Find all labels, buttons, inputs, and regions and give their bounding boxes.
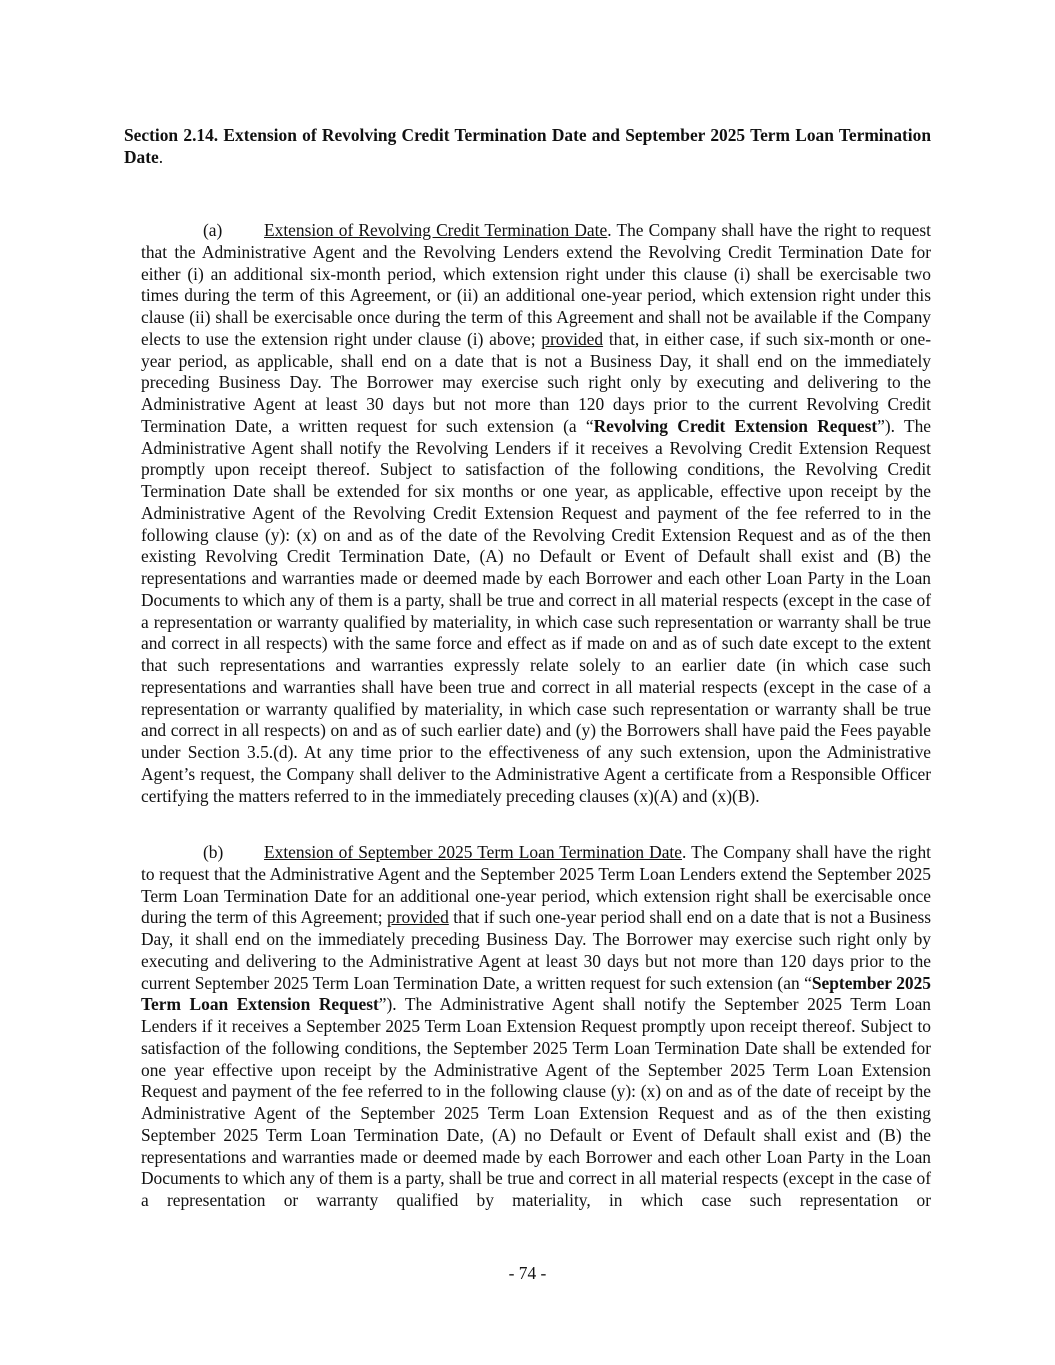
clause-a-provided: provided [541, 328, 604, 349]
clause-b-text-3: ”). The Administrative Agent shall notify the September 2025 Term Loan Lenders if it receives a September 2025 Term Loan Extension Request promptly upon receipt thereof. Subject to satisfaction of the following conditions, the September 2025 Term Loan Termination Date shall be extended for one year effective upon receipt by the Administrative Agent of the September 2025 Term Loan Extension Request and payment of the fee referred to in the following clause (y): (x) on and as of the date of receipt by the Administrative Agent of the September 2025 Term Loan Extension Request and as of the then existing September 2025 Term Loan Termination Date, (A) no Default or Event of Default shall exist and (B) the representations and warranties made or deemed made by each Borrower and each other Loan Party in the Loan Documents to which any of them is a party, shall be true and correct in all material respects (except in the case of a representation or warranty qualified by materiality, in which case such representation or [141, 994, 931, 1210]
clause-b-heading: Extension of September 2025 Term Loan Termination Date [264, 842, 682, 862]
page-number: - 74 - [508, 1263, 547, 1283]
clause-b-paragraph [141, 842, 931, 1212]
clause-b-provided: provided [387, 907, 449, 928]
clause-a-heading: Extension of Revolving Credit Termination Date [264, 220, 608, 240]
clause-a-text-1: . The Company shall have the right to request that the Administrative Agent and the Revolving Lenders extend the Revolving Credit Termination Date for either (i) an additional six-month period, which extension right under this clause (i) shall be exercisable two times during the term of this Agreement, or (ii) an additional one-year period, which extension right under this clause (ii) shall be exercisable once during the term of this Agreement and shall not be available if the Company elects to use the extension right under clause (i) above; [141, 220, 931, 349]
clause-a-paragraph [141, 220, 931, 807]
clause-b-text-1: . The Company shall have the right to request that the Administrative Agent and the September 2025 Term Loan Lenders extend the September 2025 Term Loan Termination Date for an additional one-year period, which extension right shall be exercisable once during the term of this Agreement; [141, 842, 931, 928]
section-title-period: . [158, 147, 164, 167]
section-heading [124, 124, 931, 168]
clause-b-text-2: that if such one-year period shall end on a date that is not a Business Day, it shall end on the immediately preceding Business Day. The Borrower may exercise such right only by executing and delivering to the Administrative Agent at least 30 days but not more than 120 days prior to the current September 2025 Term Loan Termination Date, a written request for such extension (an “ [141, 907, 931, 993]
section-title: Section 2.14. Extension of Revolving Credit Termination Date and September 2025 Term Loan Termination Date [124, 125, 931, 167]
clause-b-defined-term: September 2025 Term Loan Extension Request [141, 972, 931, 1015]
clause-b-label: (b) [203, 842, 224, 862]
clause-a-defined-term: Revolving Credit Extension Request [593, 415, 878, 436]
clause-a-label: (a) [203, 220, 223, 240]
clause-a-text-2: that, in either case, if such six-month or one-year period, as applicable, shall end on a date that is not a Business Day, it shall end on the immediately preceding Business Day. The Borrower may exercise such right only by executing and delivering to the Administrative Agent at least 30 days but not more than 120 days prior to the current Revolving Credit Termination Date, a written request for such extension (a “ [141, 328, 931, 436]
clause-a-text-3: ”). The Administrative Agent shall notify the Revolving Lenders if it receives a Revolving Credit Extension Request promptly upon receipt thereof. Subject to satisfaction of the following conditions, the Revolving Credit Termination Date shall be extended for six months or one year, as applicable, effective upon receipt by the Administrative Agent of the Revolving Credit Extension Request and payment of the fee referred to in the following clause (y): (x) on and as of the date of the Revolving Credit Extension Request and as of the then existing Revolving Credit Termination Date, (A) no Default or Event of Default shall exist and (B) the representations and warranties made or deemed made by each Borrower and each other Loan Party in the Loan Documents to which any of them is a party, shall be true and correct in all material respects (except in the case of a representation or warranty qualified by materiality, in which case such representation or warranty shall be true and correct in all respects) with the same force and effect as if made on and as of such date except to the extent that such representations and warranties expressly relate solely to an earlier date (in which case such representations and warranties shall have been true and correct in all material respects (except in the case of a representation or warranty qualified by materiality, in which case such representation or warranty shall be true and correct in all respects) on and as of such earlier date) and (y) the Borrowers shall have paid the Fees payable under Section 3.5.(d). At any time prior to the effectiveness of any such extension, upon the Administrative Agent’s request, the Company shall deliver to the Administrative Agent a certificate from a Responsible Officer certifying the matters referred to in the immediately preceding clauses (x)(A) and (x)(B). [141, 415, 931, 806]
